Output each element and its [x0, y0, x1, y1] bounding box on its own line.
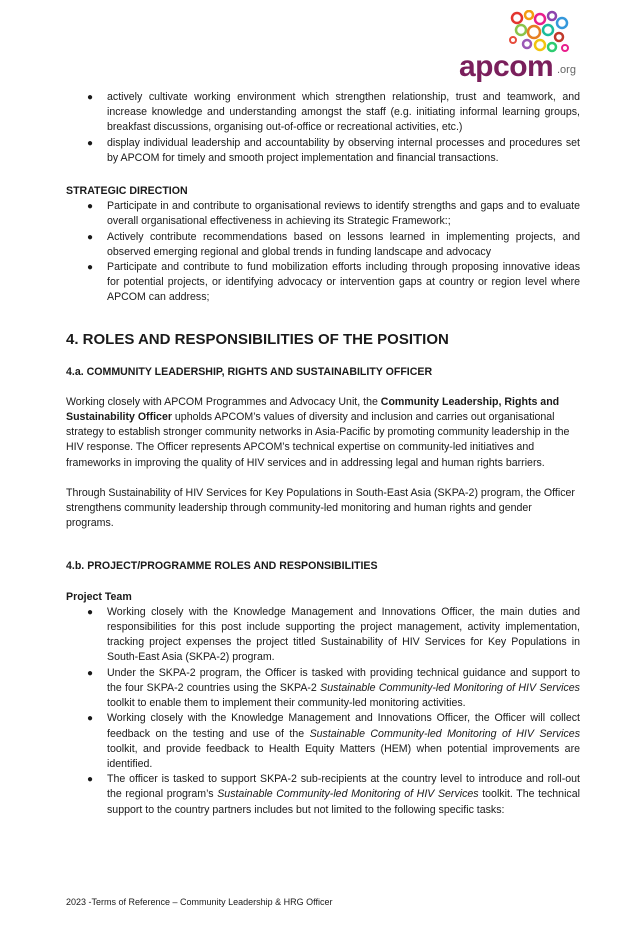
section-4b-heading: 4.b. PROJECT/PROGRAMME ROLES AND RESPONSIBILITIES [66, 560, 378, 573]
bullet-icon: ● [87, 262, 94, 274]
list-item: ● Actively contribute recommendations based on lessons learned in implementing projects, and observed emerging regional and global trends in funding landscape and advocacy [87, 230, 580, 258]
bullet-icon: ● [87, 774, 94, 786]
list-item: ● Under the SKPA-2 program, the Officer is tasked with providing technical guidance and support to the four SKPA-2 countries using the SKPA-2 Sustainable Community-led Monitoring of HIV Services toolkit to enable them to implement their community-led monitoring activities. [87, 666, 580, 710]
section-4-heading: 4. ROLES AND RESPONSIBILITIES OF THE POSITION [66, 330, 449, 348]
bullet-icon: ● [87, 231, 94, 243]
logo-domain-suffix: .org [557, 64, 576, 76]
section-4a-paragraph-1: Working closely with APCOM Programmes and Advocacy Unit, the Community Leadership, Rights and Sustainability Officer upholds APCOM’s values of diversity and inclusion and carries out organisational strategy to establish stronger community networks in Asia-Pacific by promoting community leadership in the HIV response. The Officer represents APCOM’s technical expertise on community-led initiatives and frameworks in improving the quality of HIV services and in addressing legal and human rights barriers. [66, 395, 570, 469]
logo-wordmark: apcom [459, 50, 554, 83]
page-footer: 2023 -Terms of Reference – Community Leadership & HRG Officer [66, 897, 333, 907]
list-item: ● The officer is tasked to support SKPA-2 sub-recipients at the country level to introduce and roll-out the regional program’s Sustainable Community-led Monitoring of HIV Services toolkit. The technical support to the country partners includes but not limited to the following specific tasks: [87, 773, 580, 816]
list-item: ● Working closely with the Knowledge Management and Innovations Officer, the main duties and responsibilities for this post include supporting the project management, activity implementation, tracking project expenses the project titled Sustainability of HIV Services for Key Populations in South-East Asia (SKPA-2) program. [87, 605, 580, 664]
apcom-logo [459, 10, 579, 82]
bullet-icon: ● [87, 201, 94, 213]
project-team-heading: Project Team [66, 590, 132, 603]
list-item: ● Working closely with the Knowledge Management and Innovations Officer, the Officer will collect feedback on the testing and use of the Sustainable Community-led Monitoring of HIV Services toolkit, and provide feedback to Health Equity Matters (HEM) when potential improvements are identified. [87, 712, 580, 770]
list-item: ● actively cultivate working environment which strengthen relationship, trust and teamwork, and increase knowledge and understanding amongst the staff (e.g. initiating informal learning groups, breakfast discussions, organising out-of-office or recreational activities, etc.) [87, 91, 580, 134]
intro-bullet-list [66, 90, 580, 166]
list-item: ● Participate and contribute to fund mobilization efforts including through proposing innovative ideas for potential projects, or identifying advocacy or intervention gaps at country or region level where APCOM can address; [87, 261, 580, 304]
list-item: ● display individual leadership and accountability by observing internal processes and procedures set by APCOM for timely and smooth project implementation and financial transactions. [87, 136, 580, 164]
list-item: ● Participate in and contribute to organisational reviews to identify strengths and gaps and to evaluate overall organisational effectiveness in achieving its Strategic Framework:; [87, 200, 580, 228]
bullet-icon: ● [87, 667, 94, 679]
section-4a-heading: 4.a. COMMUNITY LEADERSHIP, RIGHTS AND SUSTAINABILITY OFFICER [66, 365, 433, 378]
bullet-icon: ● [87, 137, 94, 149]
bullet-icon: ● [87, 713, 94, 725]
strategic-bullet-list [66, 199, 580, 305]
document-body [66, 90, 580, 818]
strategic-direction-heading: STRATEGIC DIRECTION [66, 185, 188, 198]
bullet-icon: ● [87, 606, 94, 618]
project-team-bullet-list [66, 605, 580, 818]
bullet-icon: ● [87, 92, 94, 103]
section-4a-paragraph-2: Through Sustainability of HIV Services for Key Populations in South-East Asia (SKPA-2) program, the Officer strengthens community leadership through community-led monitoring and human rights and gender programs. [66, 486, 575, 530]
